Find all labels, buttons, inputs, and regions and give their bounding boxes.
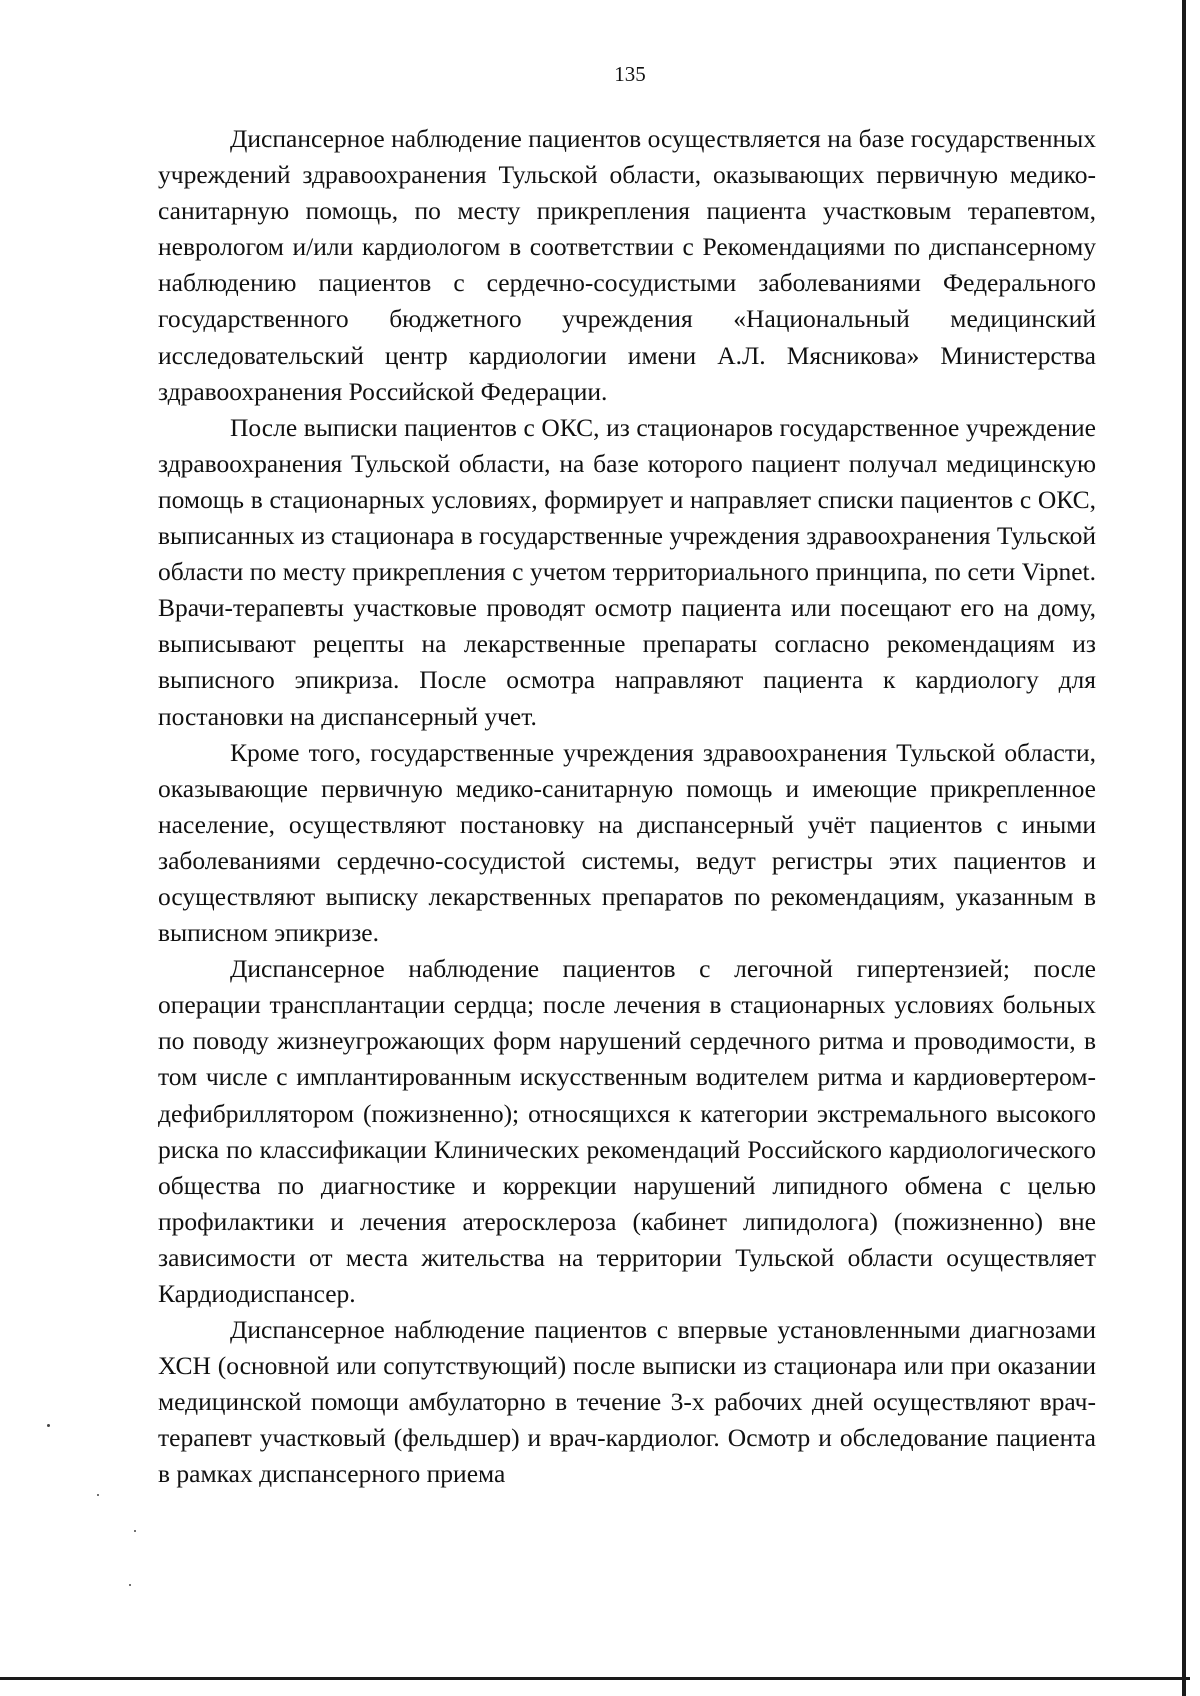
- document-body: [158, 121, 1096, 1493]
- paragraph-4: Диспансерное наблюдение пациентов с легочной гипертензией; после операции трансплантации сердца; после лечения в стационарных условиях больных по поводу жизнеугрожающих форм нарушений сердечного ритма и проводимости, в том числе с имплантированным искусственным водителем ритма и кардиовертером-дефибриллятором (пожизненно); относящихся к категории экстремального высокого риска по классификации Клинических рекомендаций Российского кардиологического общества по диагностике и коррекции нарушений липидного обмена с целью профилактики и лечения атеросклероза (кабинет липидолога) (пожизненно) вне зависимости от места жительства на территории Тульской области осуществляет Кардиодиспансер.: [158, 954, 1096, 1308]
- scan-speck: [47, 1424, 50, 1427]
- scan-speck: [97, 1494, 99, 1496]
- paragraph-5: Диспансерное наблюдение пациентов с впервые установленными диагнозами ХСН (основной или сопутствующий) после выписки из стационара или при оказании медицинской помощи амбулаторно в течение 3-х рабочих дней осуществляют врач-терапевт участковый (фельдшер) и врач-кардиолог. Осмотр и обследование пациента в рамках диспансерного приема: [158, 1315, 1096, 1489]
- scan-right-border: [1182, 0, 1186, 1696]
- scan-bottom-border: [0, 1677, 1190, 1680]
- scan-speck: [129, 1584, 131, 1586]
- paragraph-1: Диспансерное наблюдение пациентов осуществляется на базе государственных учреждений здравоохранения Тульской области, оказывающих первичную медико-санитарную помощь, по месту прикрепления пациента участковым терапевтом, неврологом и/или кардиологом в соответствии с Рекомендациями по диспансерному наблюдению пациентов с сердечно-сосудистыми заболеваниями Федерального государственного бюджетного учреждения «Национальный медицинский исследовательский центр кардиологии имени А.Л. Мясникова» Министерства здравоохранения Российской Федерации.: [158, 124, 1096, 406]
- paragraph-2: После выписки пациентов с ОКС, из стационаров государственное учреждение здравоохранения Тульской области, на базе которого пациент получал медицинскую помощь в стационарных условиях, формирует и направляет списки пациентов с ОКС, выписанных из стационара в государственные учреждения здравоохранения Тульской области по месту прикрепления с учетом территориального принципа, по сети Vipnet. Врачи-терапевты участковые проводят осмотр пациента или посещают его на дому, выписывают рецепты на лекарственные препараты согласно рекомендациям из выписного эпикриза. После осмотра направляют пациента к кардиологу для постановки на диспансерный учет.: [158, 412, 1096, 731]
- page-number: 135: [614, 62, 646, 86]
- paragraph-3: Кроме того, государственные учреждения здравоохранения Тульской области, оказывающие первичную медико-санитарную помощь и имеющие прикрепленное население, осуществляют постановку на диспансерный учёт пациентов с иными заболеваниями сердечно-сосудистой системы, ведут регистры этих пациентов и осуществляют выписку лекарственных препаратов по рекомендациям, указанным в выписном эпикризе.: [158, 737, 1096, 948]
- scan-speck: [134, 1530, 136, 1532]
